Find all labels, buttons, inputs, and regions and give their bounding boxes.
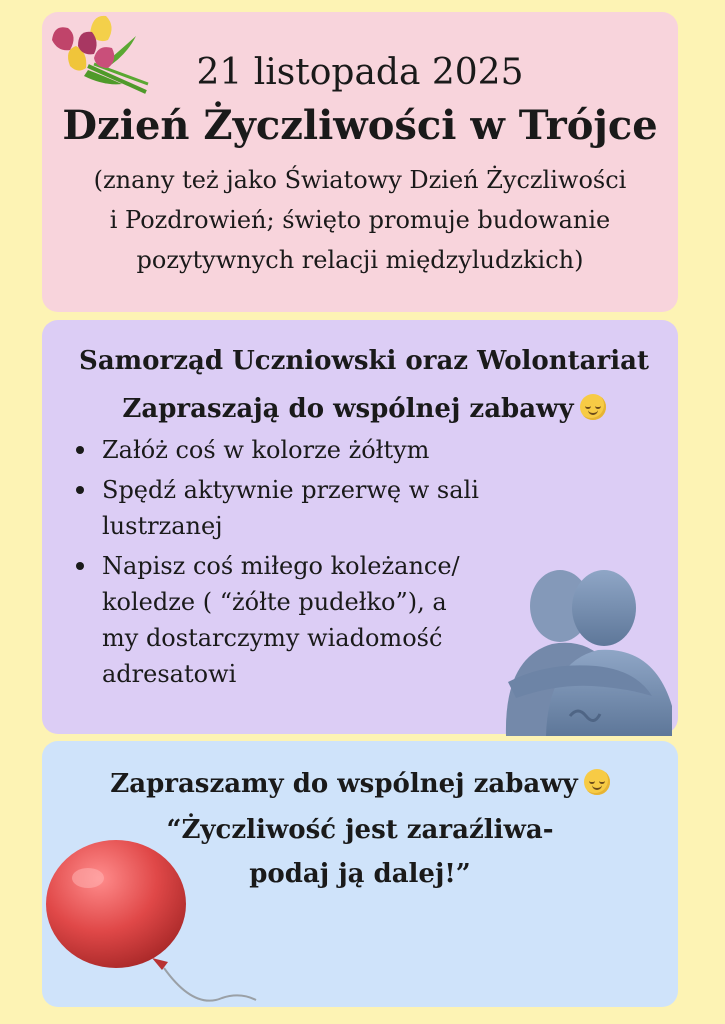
closing-invite — [42, 769, 678, 799]
tulip-bouquet-icon — [48, 6, 156, 102]
invite-text: Zapraszają do wspólnej zabawy — [122, 394, 574, 424]
list-item: Spędź aktywnie przerwę w sali lustrzanej — [64, 472, 484, 544]
smiling-face-icon — [580, 394, 606, 420]
quote-line-2: podaj ją dalej!” — [249, 859, 471, 889]
invite-line — [60, 394, 668, 424]
organizers-line: Samorząd Uczniowski oraz Wolontariat — [79, 346, 649, 376]
event-subtitle-line-1: (znany też jako Światowy Dzień Życzliwości — [93, 166, 627, 194]
event-subtitle-line-2: i Pozdrowień; święto promuje budowanie — [109, 206, 611, 234]
closing-invite-text: Zapraszamy do wspólnej zabawy — [110, 769, 578, 799]
event-subtitle-line-3: pozytywnych relacji międzyludzkich) — [136, 246, 584, 274]
smiling-face-icon — [584, 769, 610, 795]
balloon-icon — [44, 838, 264, 1018]
event-date: 21 listopada 2025 — [196, 52, 524, 93]
list-item: Załóż coś w kolorze żółtym — [64, 432, 484, 468]
quote-line-1: “Życzliwość jest zaraźliwa- — [166, 815, 554, 845]
list-item: Napisz coś miłego koleżance/ koledze ( “żółte pudełko”), a my dostarczymy wiadomość adresatowi — [64, 548, 484, 692]
event-title: Dzień Życzliwości w Trójce — [62, 102, 658, 149]
people-hugging-icon — [486, 566, 678, 736]
activity-list — [64, 432, 484, 692]
